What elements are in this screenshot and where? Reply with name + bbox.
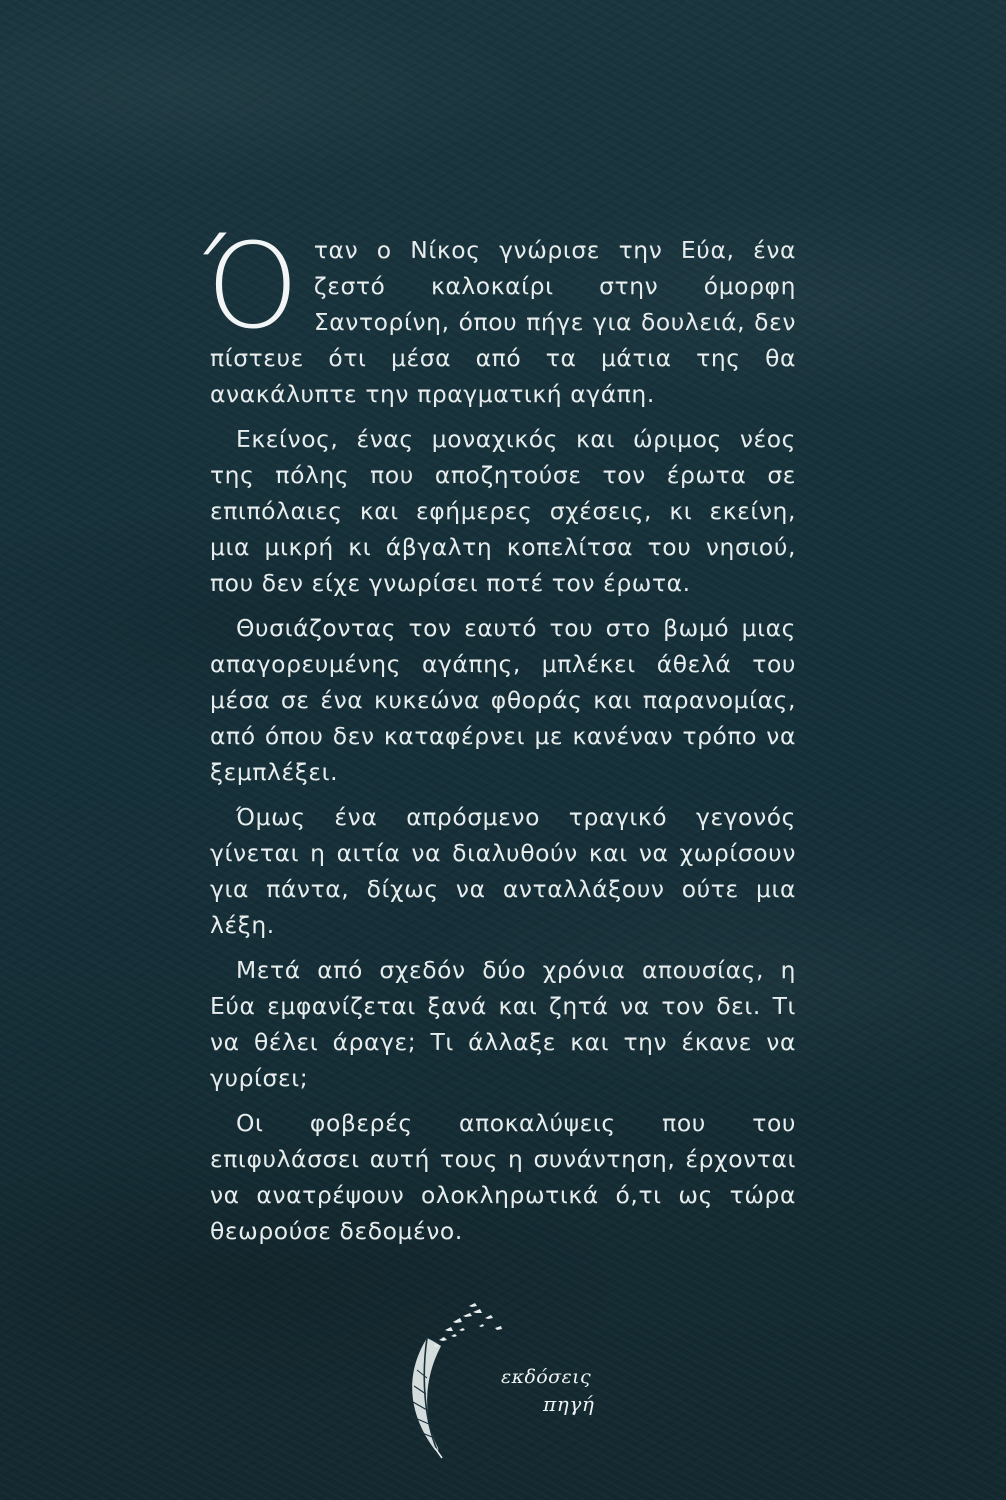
publisher-name-line2: πηγή [543,1392,595,1416]
blurb-paragraph-3: Θυσιάζοντας τον εαυτό του στο βωμό μιας απαγορευμένης αγάπης, μπλέκει άθελά του μέσα σε ένα κυκεώνα φθοράς και παρανομίας, από όπου δεν καταφέρνει με κανέναν τρόπο να ξεμπλέξει. [210,614,796,786]
drop-cap: Ό [204,217,300,355]
blurb-paragraph-5: Μετά από σχεδόν δύο χρόνια απουσίας, η Εύα εμφανίζεται ξανά και ζητά να τον δει. Τι να θέλει άραγε; Τι άλλαξε και την έκανε να γυρίσει; [210,956,796,1092]
publisher-logo [395,1300,625,1460]
blurb-paragraph-1 [204,217,796,412]
blurb-paragraph-1-text: ταν ο Νίκος γνώρισε την Εύα, ένα ζεστό καλοκαίρι στην όμορφη Σαντορίνη, όπου πήγε για δουλειά, δεν πίστευε ότι μέσα από τα μάτια της θα ανακάλυπτε την πραγματική αγάπη. [210,236,796,408]
feather-birds-icon [395,1300,515,1460]
blurb-paragraph-6: Οι φοβερές αποκαλύψεις που του επιφυλάσσει αυτή τους η συνάντηση, έρχονται να ανατρέψουν ολοκληρωτικά ό,τι ως τώρα θεωρούσε δεδομένο. [210,1109,796,1245]
blurb-paragraph-4: Όμως ένα απρόσμενο τραγικό γεγονός γίνεται η αιτία να διαλυθούν και να χωρίσουν για πάντα, δίχως να ανταλλάξουν ούτε μια λέξη. [210,803,796,939]
publisher-name-line1: εκδόσεις [501,1366,591,1388]
blurb-paragraph-2: Εκείνος, ένας μοναχικός και ώριμος νέος της πόλης που αποζητούσε τον έρωτα σε επιπόλαιες και εφήμερες σχέσεις, κι εκείνη, μια μικρή κι άβγαλτη κοπελίτσα του νησιού, που δεν είχε γνωρίσει ποτέ τον έρωτα. [210,425,796,597]
blurb-text [204,217,796,1258]
